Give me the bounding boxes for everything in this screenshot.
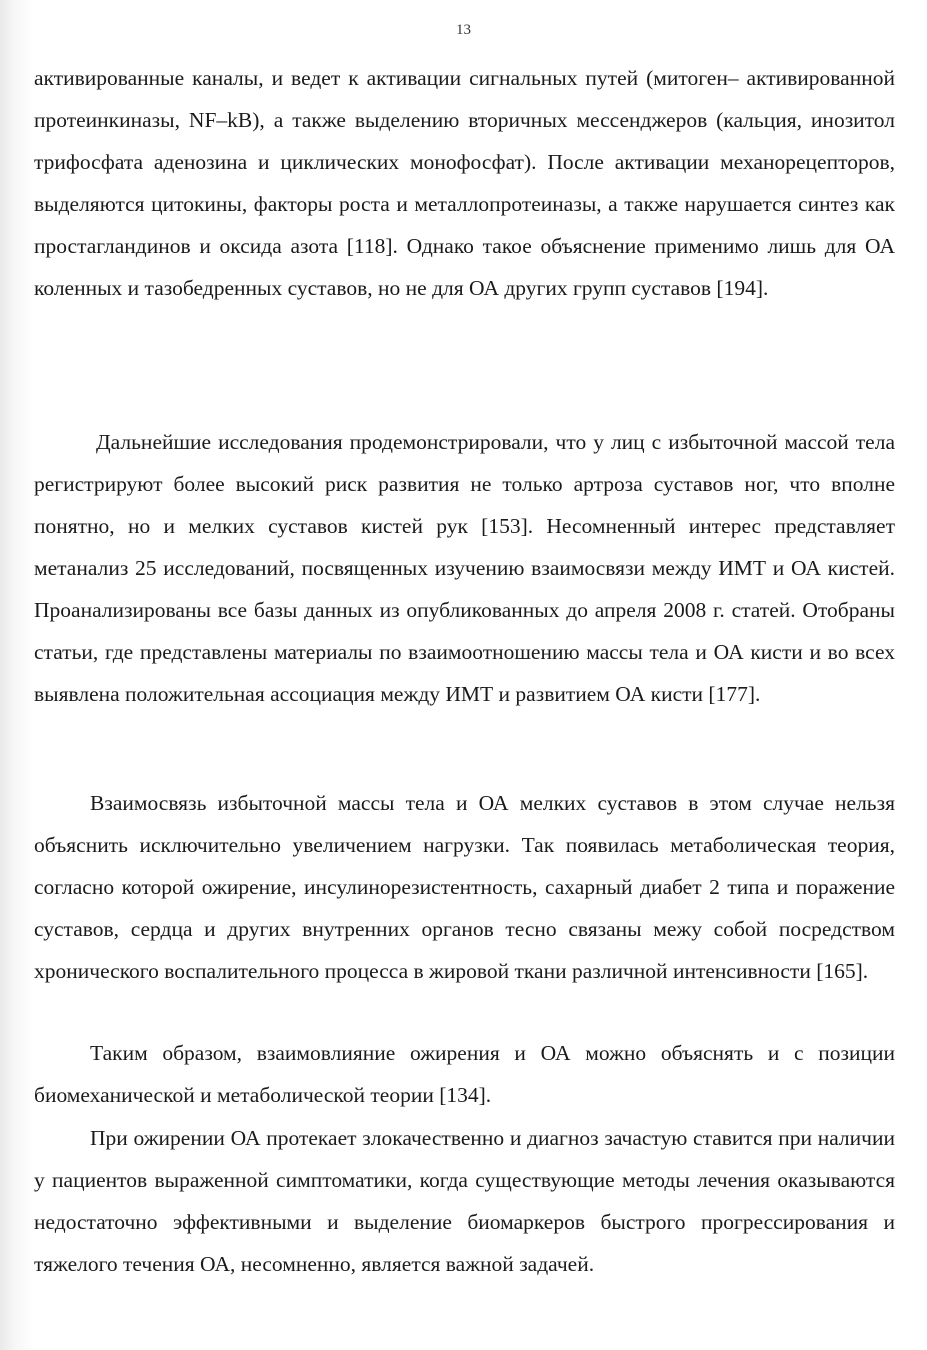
paragraph-1: активированные каналы, и ведет к активации сигнальных путей (митоген– активированной протеинкиназы, NF–kB), а также выделению вторичных мессенджеров (кальция, инозитол трифосфата аденозина и циклических монофосфат). После активации механорецепторов, выделяются цитокины, факторы роста и металлопротеиназы, а также нарушается синтез как простагландинов и оксида азота [118]. Однако такое объяснение применимо лишь для ОА коленных и тазобедренных суставов, но не для ОА других групп суставов [194]. xyxy=(34,66,895,300)
page-number: 13 xyxy=(456,22,471,38)
paragraph-4: Таким образом, взаимовлияние ожирения и ОА можно объяснять и с позиции биомеханической и метаболической теории [134]. xyxy=(34,1041,895,1107)
paragraph-5: При ожирении ОА протекает злокачественно и диагноз зачастую ставится при наличии у пациентов выраженной симптоматики, когда существующие методы лечения оказываются недостаточно эффективными и выделение биомаркеров быстрого прогрессирования и тяжелого течения ОА, несомненно, является важной задачей. xyxy=(34,1126,895,1276)
paragraph-2: Дальнейшие исследования продемонстрировали, что у лиц с избыточной массой тела регистрируют более высокий риск развития не только артроза суставов ног, что вполне понятно, но и мелких суставов кистей рук [153]. Несомненный интерес представляет метанализ 25 исследований, посвященных изучению взаимосвязи между ИМТ и ОА кистей. Проанализированы все базы данных из опубликованных до апреля 2008 г. статей. Отобраны статьи, где представлены материалы по взаимоотношению массы тела и ОА кисти и во всех выявлена положительная ассоциация между ИМТ и развитием ОА кисти [177]. xyxy=(34,430,895,706)
paragraph-3: Взаимосвязь избыточной массы тела и ОА мелких суставов в этом случае нельзя объяснить исключительно увеличением нагрузки. Так появилась метаболическая теория, согласно которой ожирение, инсулинорезистентность, сахарный диабет 2 типа и поражение суставов, сердца и других внутренних органов тесно связаны межу собой посредством хронического воспалительного процесса в жировой ткани различной интенсивности [165]. xyxy=(34,791,895,983)
